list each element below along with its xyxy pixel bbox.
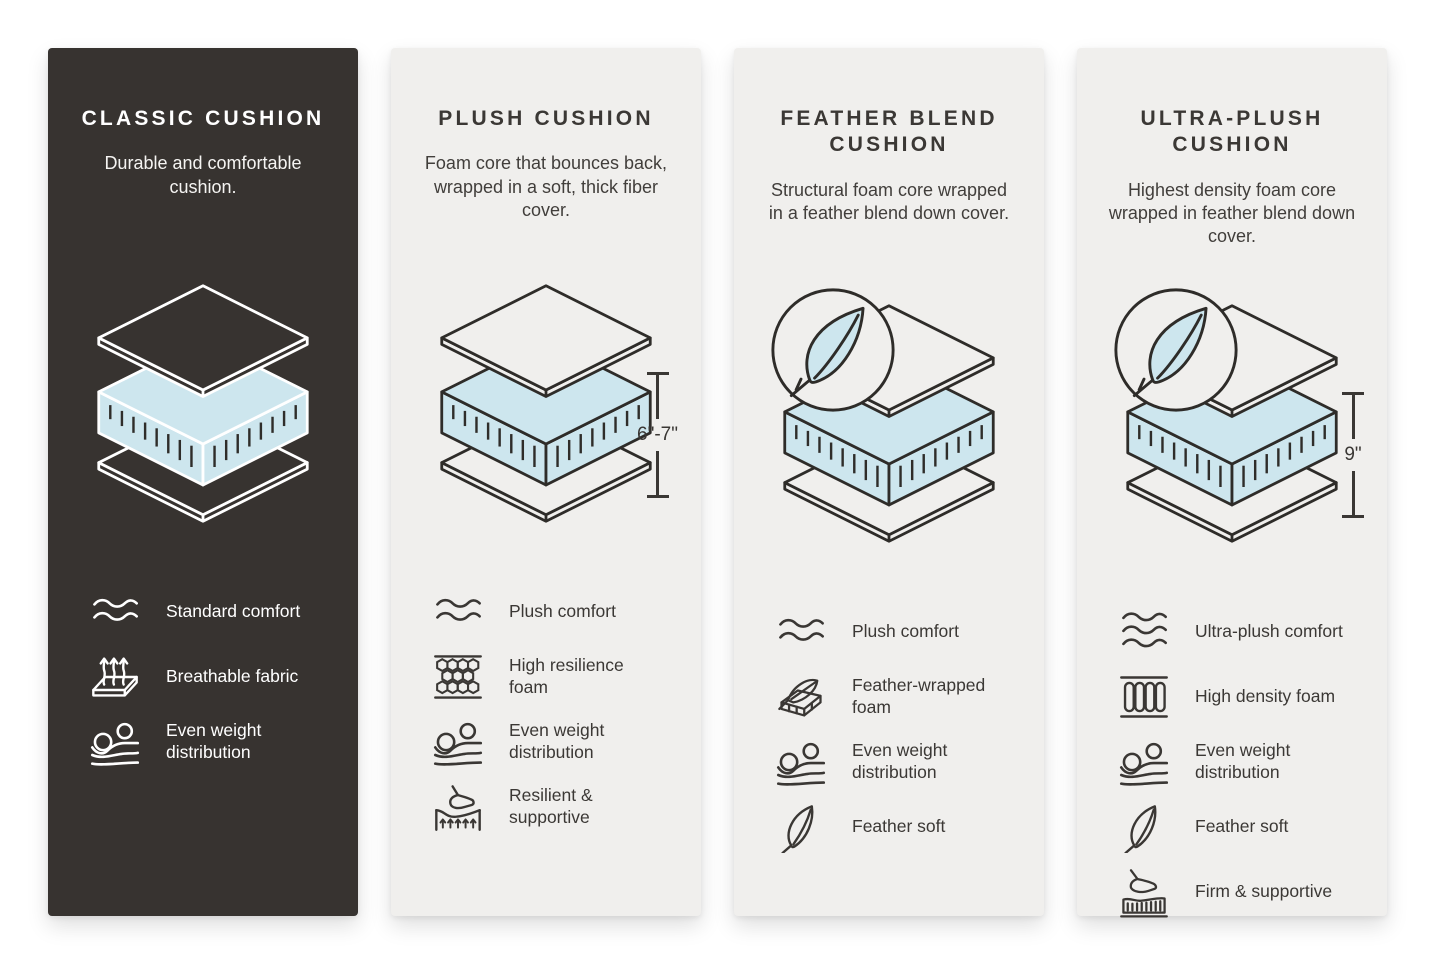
feature-resilient-supportive bbox=[432, 781, 674, 833]
feature-feather-soft bbox=[775, 801, 1017, 853]
panel-feather-blend-cushion bbox=[734, 48, 1044, 916]
feature-standard-comfort bbox=[89, 586, 331, 638]
feature-plush-comfort bbox=[775, 606, 1017, 658]
foam-cells-icon bbox=[432, 651, 484, 703]
feature-label: Firm & supportive bbox=[1195, 881, 1333, 902]
feature-label: Feather soft bbox=[852, 816, 946, 837]
feature-label: Feather soft bbox=[1195, 816, 1289, 837]
dimension-line bbox=[656, 375, 659, 419]
feather-icon bbox=[1118, 801, 1170, 853]
feature-label: Breathable fabric bbox=[166, 666, 299, 687]
weight-distribution-icon bbox=[775, 736, 827, 788]
panel-header bbox=[1104, 48, 1360, 256]
panel-header bbox=[418, 48, 674, 256]
feature-label: Feather-wrapped foam bbox=[852, 675, 986, 717]
feature-label: Even weight distribution bbox=[509, 720, 605, 762]
feature-list bbox=[418, 586, 674, 833]
feather-badge-icon bbox=[769, 286, 897, 414]
panel-plush-cushion bbox=[391, 48, 701, 916]
feature-breathable-fabric bbox=[89, 651, 331, 703]
cushion-diagram bbox=[75, 280, 331, 572]
panel-title: CLASSIC CUSHION bbox=[81, 107, 325, 130]
feature-even-weight bbox=[432, 716, 674, 768]
weight-distribution-icon bbox=[89, 716, 141, 768]
feature-high-density-foam bbox=[1118, 671, 1360, 723]
panel-ultra-plush-cushion bbox=[1077, 48, 1387, 916]
dimension-cap bbox=[1342, 515, 1364, 518]
cushion-layers-illustration bbox=[425, 280, 667, 528]
cushion-diagram bbox=[418, 280, 678, 572]
feather-foam-icon bbox=[775, 671, 827, 723]
feather-badge-icon bbox=[1112, 286, 1240, 414]
panel-description: Durable and comfortable cushion. bbox=[104, 153, 302, 197]
feature-even-weight bbox=[775, 736, 1017, 788]
panel-description: Structural foam core wrapped in a feather blend down cover. bbox=[768, 179, 1010, 223]
height-dimension-marker bbox=[1342, 392, 1364, 518]
cushion-diagram bbox=[1104, 300, 1360, 592]
feature-list bbox=[1104, 606, 1360, 918]
feature-plush-comfort bbox=[432, 586, 674, 638]
feature-high-resilience-foam bbox=[432, 651, 674, 703]
feature-even-weight bbox=[1118, 736, 1360, 788]
height-label: 6"-7" bbox=[637, 424, 678, 445]
feature-list bbox=[761, 606, 1017, 853]
weight-distribution-icon bbox=[432, 716, 484, 768]
dimension-line bbox=[1352, 471, 1355, 515]
dimension-line bbox=[656, 451, 659, 495]
panel-description: Foam core that bounces back, wrapped in a soft, thick fiber cover. bbox=[424, 153, 668, 221]
dimension-line bbox=[1352, 395, 1355, 439]
feature-firm-supportive bbox=[1118, 866, 1360, 918]
feature-list bbox=[75, 586, 331, 768]
panel-header bbox=[761, 48, 1017, 256]
panel-title: PLUSH CUSHION bbox=[438, 107, 654, 130]
feature-label: Plush comfort bbox=[509, 601, 616, 622]
feature-label: Resilient & supportive bbox=[509, 785, 593, 827]
feature-label: Standard comfort bbox=[166, 601, 301, 622]
height-dimension-marker bbox=[637, 372, 678, 498]
panel-header bbox=[75, 48, 331, 256]
feather-icon bbox=[775, 801, 827, 853]
feature-even-weight bbox=[89, 716, 331, 768]
waves-icon bbox=[1118, 606, 1170, 658]
panel-classic-cushion bbox=[48, 48, 358, 916]
feature-feather-wrapped-foam bbox=[775, 671, 1017, 723]
feature-label: Plush comfort bbox=[852, 621, 959, 642]
feature-ultra-plush-comfort bbox=[1118, 606, 1360, 658]
firm-support-icon bbox=[1118, 866, 1170, 918]
weight-distribution-icon bbox=[1118, 736, 1170, 788]
waves-icon bbox=[89, 586, 141, 638]
resilient-support-icon bbox=[432, 781, 484, 833]
foam-density-icon bbox=[1118, 671, 1170, 723]
panel-title: ULTRA-PLUSH CUSHION bbox=[1140, 107, 1324, 157]
cushion-diagram bbox=[761, 300, 1017, 592]
height-label: 9" bbox=[1344, 444, 1362, 465]
feature-label: Even weight distribution bbox=[852, 740, 948, 782]
feature-label: Even weight distribution bbox=[166, 720, 262, 762]
waves-icon bbox=[775, 606, 827, 658]
waves-icon bbox=[432, 586, 484, 638]
panel-description: Highest density foam core wrapped in feather blend down cover. bbox=[1108, 179, 1356, 247]
cushion-layers-illustration bbox=[82, 280, 324, 528]
feature-label: Even weight distribution bbox=[1195, 740, 1291, 782]
feature-label: Ultra-plush comfort bbox=[1195, 621, 1343, 642]
panel-title: FEATHER BLEND CUSHION bbox=[780, 107, 998, 157]
feature-label: High resilience foam bbox=[509, 655, 624, 697]
feature-feather-soft bbox=[1118, 801, 1360, 853]
dimension-cap bbox=[647, 495, 669, 498]
breathable-fabric-icon bbox=[89, 651, 141, 703]
feature-label: High density foam bbox=[1195, 686, 1336, 707]
